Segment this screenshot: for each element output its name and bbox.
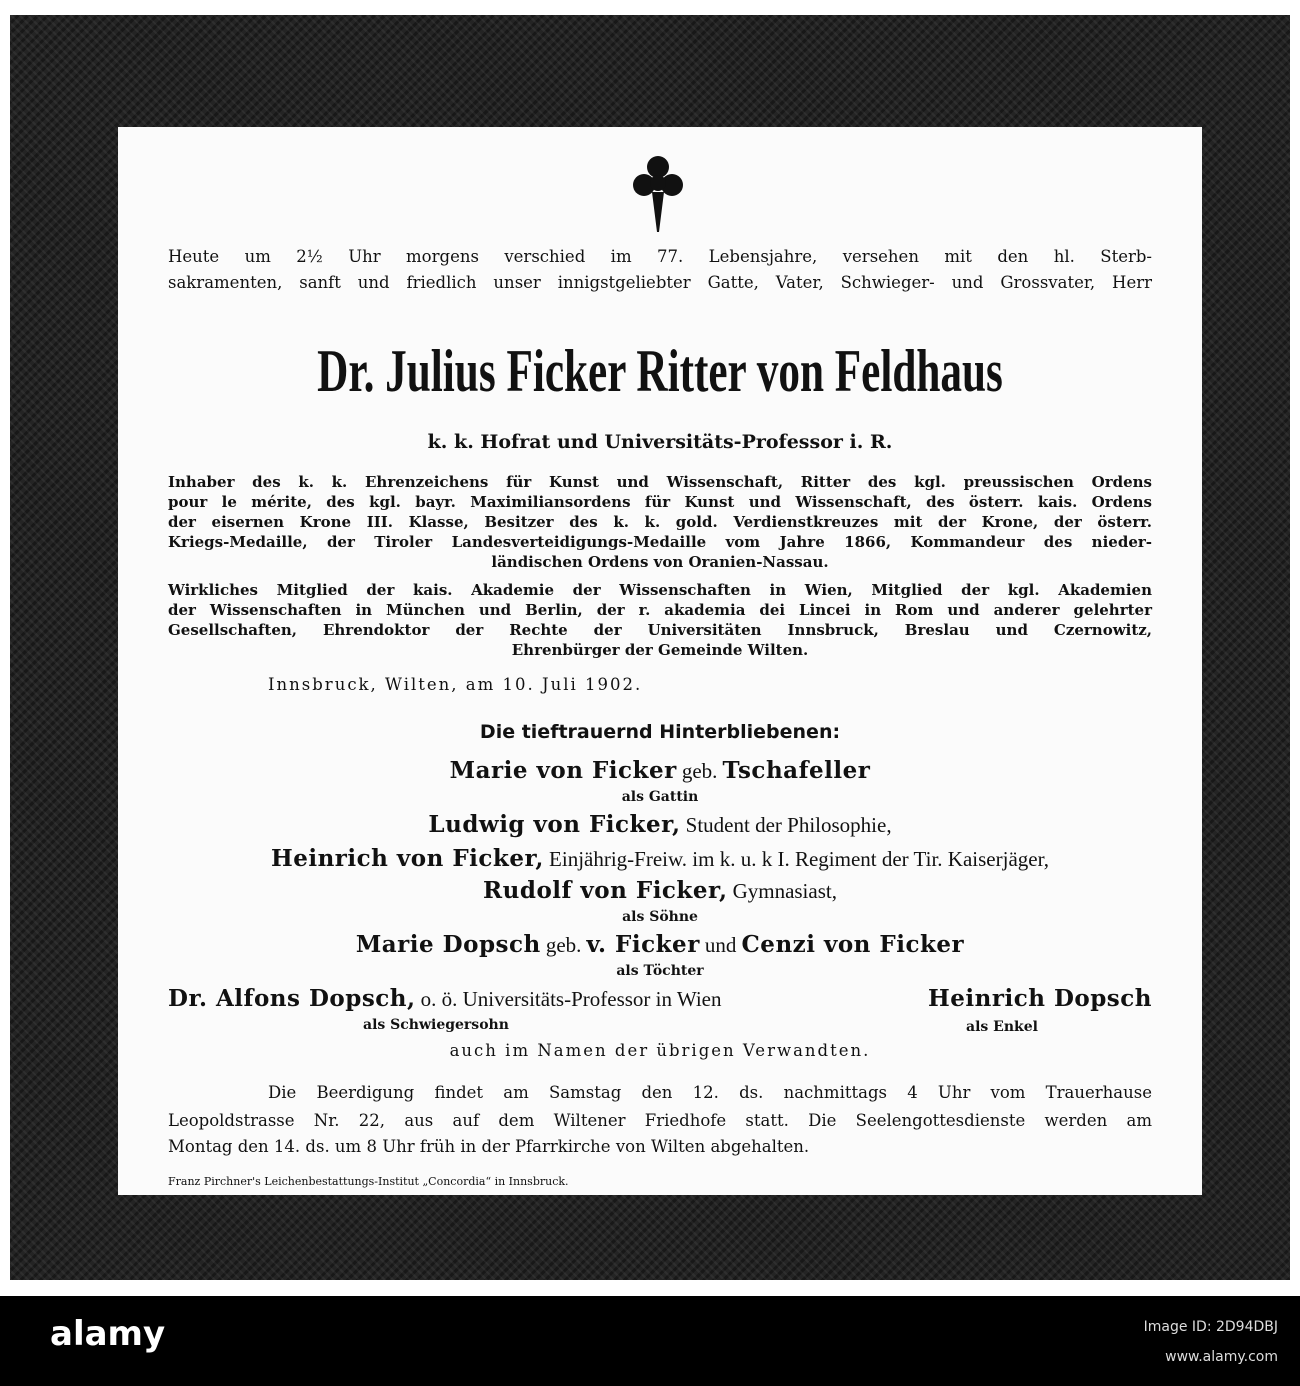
sons-role: als Söhne [622, 909, 698, 925]
brand-logo: alamy [50, 1314, 166, 1354]
son-line [118, 845, 1202, 872]
honors-line: pour le mérite, des kgl. bayr. Maximiliansordens für Kunst und Wissenschaft, des österr. kais. Ordens [168, 493, 1152, 511]
son-in-law-description: o. ö. Universitäts-Professor in Wien [420, 987, 722, 1011]
membership-line: der Wissenschaften in München und Berlin, der r. akademia dei Lincei in Rom und anderer gelehrter [168, 601, 1152, 619]
daughters-line [118, 931, 1202, 958]
grandson-role: als Enkel [966, 1019, 1038, 1035]
relatives-line: auch im Namen der übrigen Verwandten. [449, 1041, 871, 1060]
mourning-border [10, 15, 1290, 1280]
deceased-name: Dr. Julius Ficker Ritter von Feldhaus [317, 338, 1003, 404]
intro-line-2: sakramenten, sanft und friedlich unser innigstgeliebter Gatte, Vater, Schwieger- und Grossvater, Herr [168, 273, 1152, 292]
son-name: Rudolf von Ficker, [483, 877, 728, 904]
widow-role: als Gattin [621, 789, 699, 805]
membership-line: Wirkliches Mitglied der kais. Akademie der Wissenschaften in Wien, Mitglied der kgl. Akademien [168, 581, 1152, 599]
undertaker-credit: Franz Pirchner's Leichenbestattungs-Institut „Concordia“ in Innsbruck. [168, 1175, 569, 1188]
daughter-name: Marie Dopsch [355, 931, 541, 958]
membership-line: Ehrenbürger der Gemeinde Wilten. [511, 641, 809, 659]
daughter-nee: geb. [545, 933, 582, 957]
widow-name: Marie von Ficker [449, 757, 677, 784]
son-description: Student der Philosophie, [685, 813, 892, 837]
obituary-notice [118, 127, 1202, 1195]
deceased-title: k. k. Hofrat und Universitäts-Professor i. R. [427, 431, 893, 453]
site-url: www.alamy.com [1165, 1349, 1278, 1365]
honors-line: der eisernen Krone III. Klasse, Besitzer des k. k. gold. Verdienstkreuzes mit der Krone, der österr. [168, 513, 1152, 531]
place-date: Innsbruck, Wilten, am 10. Juli 1902. [268, 675, 643, 694]
daughters-role: als Töchter [616, 963, 704, 979]
daughters-and: und [704, 933, 737, 957]
trefoil-cross-icon [628, 152, 688, 234]
image-meta [1144, 1312, 1278, 1372]
son-description: Einjährig-Freiw. im k. u. k I. Regiment der Tir. Kaiserjäger, [549, 847, 1049, 871]
funeral-line: Montag den 14. ds. um 8 Uhr früh in der Pfarrkirche von Wilten abgehalten. [168, 1137, 810, 1156]
daughter-name: Cenzi von Ficker [741, 931, 965, 958]
widow-line [118, 757, 1202, 784]
honors-line: ländischen Ordens von Oranien-Nassau. [491, 553, 829, 571]
funeral-line: Leopoldstrasse Nr. 22, aus auf dem Wiltener Friedhofe statt. Die Seelengottesdienste werden am [168, 1111, 1152, 1130]
mourners-heading: Die tieftrauernd Hinterbliebenen: [479, 721, 841, 743]
funeral-line: Die Beerdigung findet am Samstag den 12. ds. nachmittags 4 Uhr vom Trauerhause [268, 1083, 1152, 1102]
intro-line-1: Heute um 2½ Uhr morgens verschied im 77. Lebensjahre, versehen mit den hl. Sterb- [168, 247, 1152, 266]
son-description: Gymnasiast, [732, 879, 837, 903]
widow-maiden-name: Tschafeller [722, 757, 871, 784]
image-id: Image ID: 2D94DBJ [1143, 1319, 1278, 1335]
son-name: Heinrich von Ficker, [270, 845, 544, 872]
watermark-footer [0, 1296, 1300, 1386]
honors-line: Kriegs-Medaille, der Tiroler Landesverteidigungs-Medaille vom Jahre 1866, Kommandeur des nieder- [168, 533, 1152, 551]
son-name: Ludwig von Ficker, [428, 811, 681, 838]
honors-line: Inhaber des k. k. Ehrenzeichens für Kunst und Wissenschaft, Ritter des kgl. preussischen Ordens [168, 473, 1152, 491]
son-in-law-line [168, 985, 1152, 1012]
daughter-maiden-name: v. Ficker [586, 931, 700, 958]
widow-nee: geb. [681, 759, 718, 783]
grandson-name: Heinrich Dopsch [928, 985, 1152, 1012]
son-line [118, 877, 1202, 904]
son-in-law-name: Dr. Alfons Dopsch, [168, 985, 416, 1012]
son-in-law-role: als Schwiegersohn [363, 1017, 509, 1033]
membership-line: Gesellschaften, Ehrendoktor der Rechte der Universitäten Innsbruck, Breslau und Czernowitz, [168, 621, 1152, 639]
son-line [118, 811, 1202, 838]
son-in-law-group [168, 985, 722, 1012]
